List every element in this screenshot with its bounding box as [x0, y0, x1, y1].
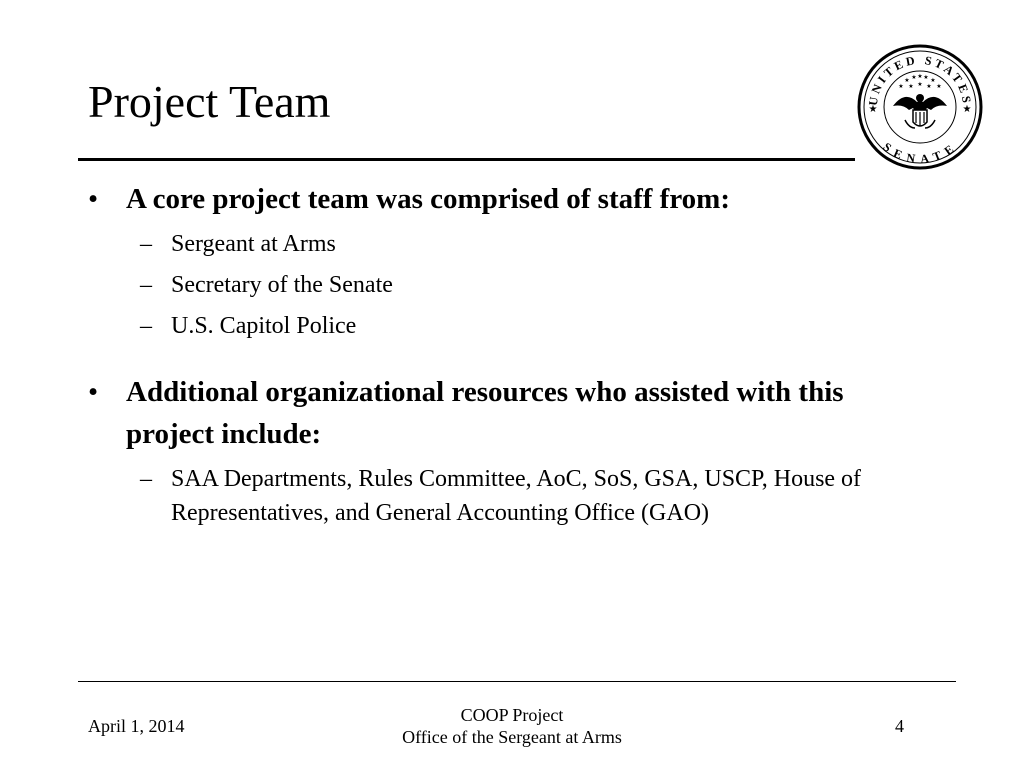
svg-text:★: ★ [923, 74, 929, 81]
bullet-icon: • [88, 183, 99, 215]
page-number: 4 [895, 716, 904, 736]
svg-text:★: ★ [930, 77, 936, 84]
sub-bullet-text: U.S. Capitol Police [171, 313, 357, 339]
seal-star-left: ★ [868, 104, 878, 115]
us-senate-seal-icon [857, 44, 983, 170]
sub-bullet-text: SAA Departments, Rules Committee, AoC, SoS, GSA, USCP, House of Representatives, and General Accounting Office (GAO) [171, 466, 862, 526]
footer-center [312, 704, 712, 748]
dash-icon: – [140, 466, 152, 492]
bullet-item [88, 178, 938, 220]
svg-text:★: ★ [911, 74, 917, 81]
footer-date: April 1, 2014 [88, 716, 185, 736]
bullet-item [88, 371, 938, 455]
footer-project-name: COOP Project [460, 705, 564, 725]
dash-icon: – [140, 313, 152, 339]
svg-text:★: ★ [917, 73, 923, 80]
sub-bullet-text: Secretary of the Senate [171, 272, 393, 298]
bullet-text: Additional organizational resources who assisted with this project include: [126, 376, 844, 450]
sub-bullet-item [88, 462, 938, 530]
title-divider [78, 158, 855, 161]
sub-bullet-text: Sergeant at Arms [171, 231, 336, 257]
svg-text:★: ★ [904, 77, 910, 84]
svg-text:★: ★ [898, 83, 904, 90]
dash-icon: – [140, 272, 152, 298]
footer-office-name: Office of the Sergeant at Arms [402, 727, 622, 747]
slide-title: Project Team [88, 76, 331, 127]
seal-top-text: UNITED STATES [865, 52, 975, 107]
footer-divider [78, 681, 956, 682]
bullet-text: A core project team was comprised of staff from: [126, 183, 730, 215]
dash-icon: – [140, 231, 152, 257]
svg-text:★: ★ [936, 83, 942, 90]
seal-star-right: ★ [962, 104, 972, 115]
slide-content [88, 178, 938, 530]
sub-bullet-item [88, 309, 938, 343]
seal-bottom-text: SENATE [880, 139, 960, 167]
sub-bullet-item [88, 268, 938, 302]
svg-text:★: ★ [926, 83, 932, 90]
svg-text:★: ★ [917, 81, 923, 88]
svg-text:★: ★ [908, 83, 914, 90]
bullet-icon: • [88, 376, 99, 408]
sub-bullet-item [88, 227, 938, 261]
